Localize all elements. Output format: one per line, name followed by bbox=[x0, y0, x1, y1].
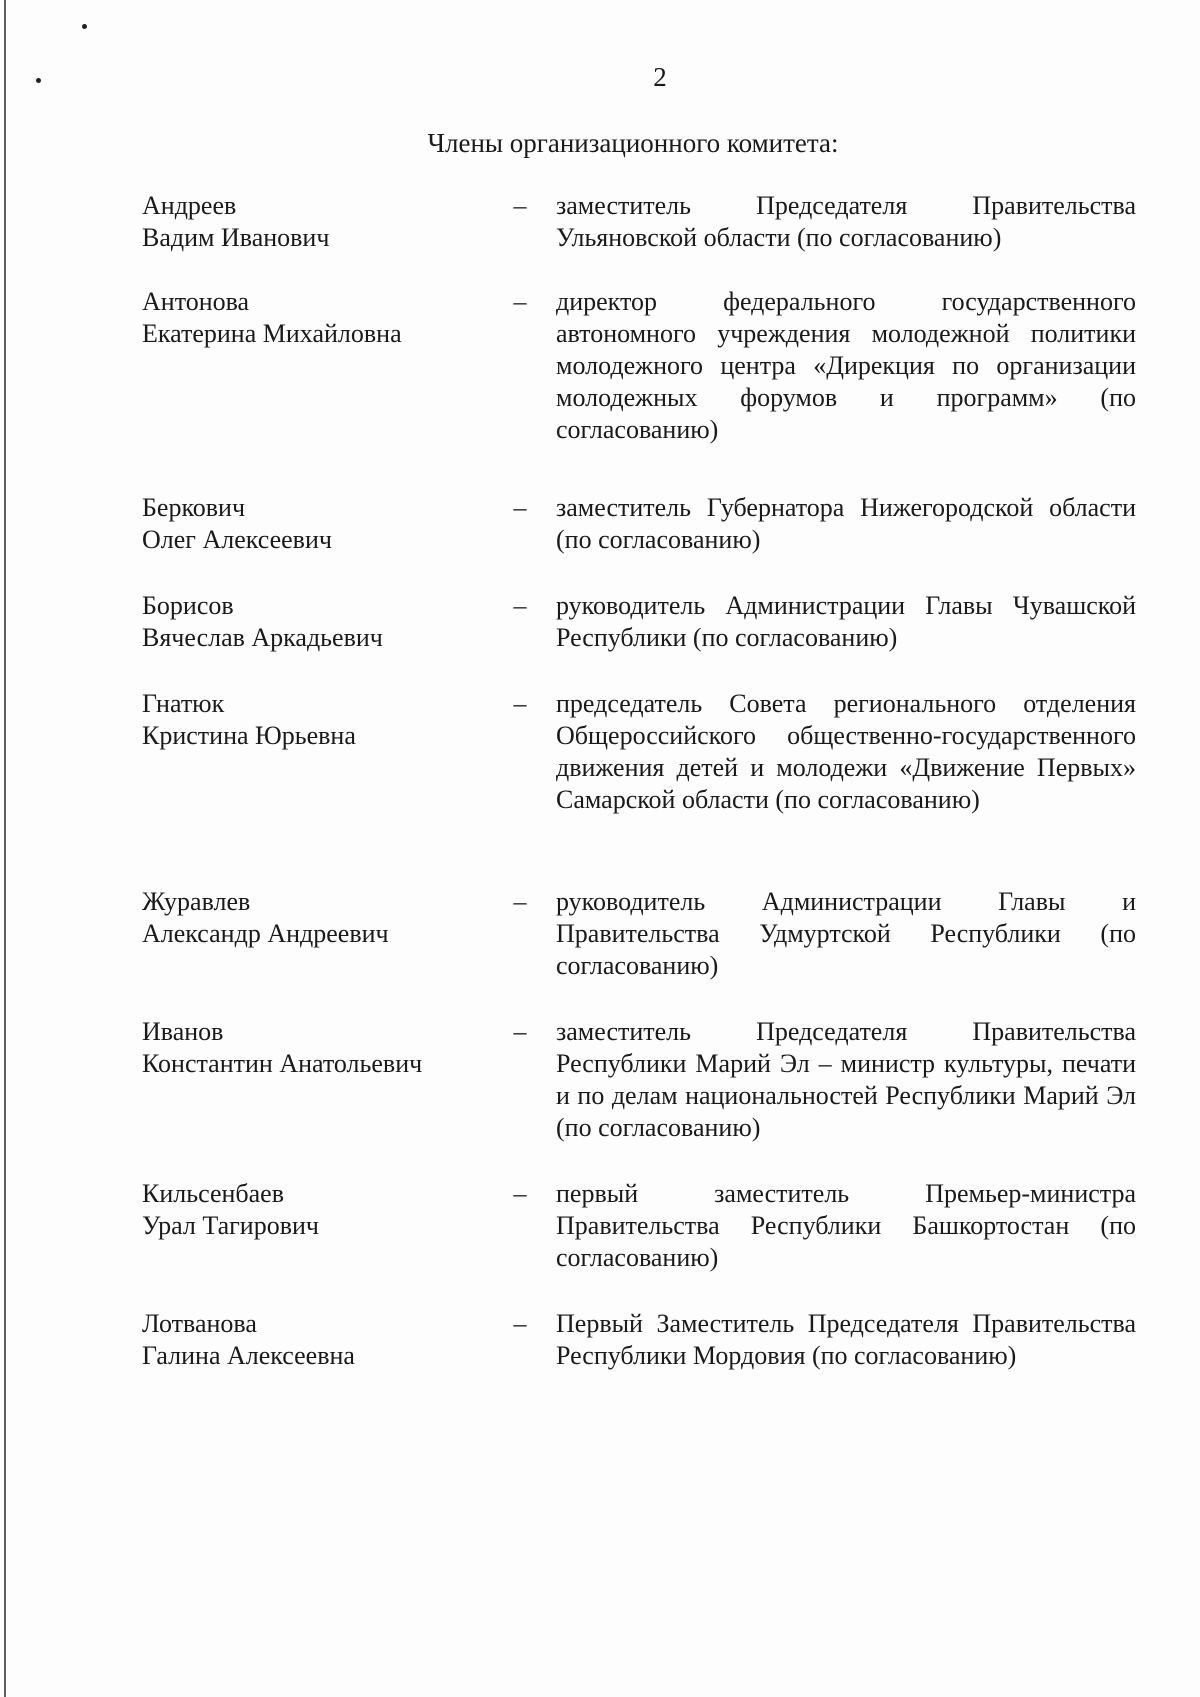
member-role: директор федерального государственного автономного учреждения молодежной политики молодежного центра «Дирекция по организации молодежных форумов и программ» (по согласованию) bbox=[556, 287, 1136, 444]
member-given-names: Константин Анатольевич bbox=[142, 1049, 423, 1078]
member-surname: Гнатюк bbox=[142, 689, 225, 718]
member-surname: Борисов bbox=[142, 591, 234, 620]
member-given-names: Вячеслав Аркадьевич bbox=[142, 623, 383, 652]
member-role: заместитель Председателя Правительства Республики Марий Эл – министр культуры, печати и по делам национальностей Республики Марий Эл (по согласованию) bbox=[556, 1017, 1136, 1142]
member-surname: Кильсенбаев bbox=[142, 1179, 284, 1208]
member-dash: – bbox=[513, 887, 527, 916]
member-role: председатель Совета регионального отделения Общероссийского общественно-государственного движения детей и молодежи «Движение Первых» Самарской области (по согласованию) bbox=[556, 689, 1136, 814]
member-name bbox=[142, 1178, 502, 1242]
member-name bbox=[142, 688, 502, 752]
member-name bbox=[142, 190, 502, 254]
member-role: первый заместитель Премьер-министра Правительства Республики Башкортостан (по согласованию) bbox=[556, 1179, 1136, 1272]
member-role: руководитель Администрации Главы Чувашской Республики (по согласованию) bbox=[556, 591, 1136, 652]
member-name bbox=[142, 590, 502, 654]
member-name bbox=[142, 886, 502, 950]
member-given-names: Галина Алексеевна bbox=[142, 1341, 355, 1370]
member-name bbox=[142, 1016, 502, 1080]
member-given-names: Вадим Иванович bbox=[142, 223, 330, 252]
member-surname: Андреев bbox=[142, 191, 237, 220]
member-surname: Иванов bbox=[142, 1017, 224, 1046]
member-dash: – bbox=[513, 191, 527, 220]
member-given-names: Кристина Юрьевна bbox=[142, 721, 356, 750]
scan-edge-line bbox=[4, 0, 6, 1697]
section-heading: Члены организационного комитета: bbox=[427, 128, 839, 158]
member-dash: – bbox=[513, 1179, 527, 1208]
member-role: заместитель Председателя Правительства Ульяновской области (по согласованию) bbox=[556, 191, 1136, 252]
scan-speck bbox=[82, 24, 87, 29]
member-dash: – bbox=[513, 591, 527, 620]
member-role: Первый Заместитель Председателя Правительства Республики Мордовия (по согласованию) bbox=[556, 1309, 1136, 1370]
member-surname: Антонова bbox=[142, 287, 250, 316]
member-role: заместитель Губернатора Нижегородской области (по согласованию) bbox=[556, 493, 1136, 554]
member-given-names: Александр Андреевич bbox=[142, 919, 389, 948]
member-surname: Беркович bbox=[142, 493, 246, 522]
member-given-names: Олег Алексеевич bbox=[142, 525, 332, 554]
member-given-names: Екатерина Михайловна bbox=[142, 319, 402, 348]
member-name bbox=[142, 492, 502, 556]
member-dash: – bbox=[513, 689, 527, 718]
member-dash: – bbox=[513, 1017, 527, 1046]
member-surname: Лотванова bbox=[142, 1309, 257, 1338]
member-dash: – bbox=[513, 1309, 527, 1338]
member-name bbox=[142, 1308, 502, 1372]
member-dash: – bbox=[513, 287, 527, 316]
member-surname: Журавлев bbox=[142, 887, 251, 916]
member-role: руководитель Администрации Главы и Правительства Удмуртской Республики (по согласованию) bbox=[556, 887, 1136, 980]
member-given-names: Урал Тагирович bbox=[142, 1211, 319, 1240]
member-dash: – bbox=[513, 493, 527, 522]
member-name bbox=[142, 286, 502, 350]
page-number: 2 bbox=[653, 62, 667, 92]
